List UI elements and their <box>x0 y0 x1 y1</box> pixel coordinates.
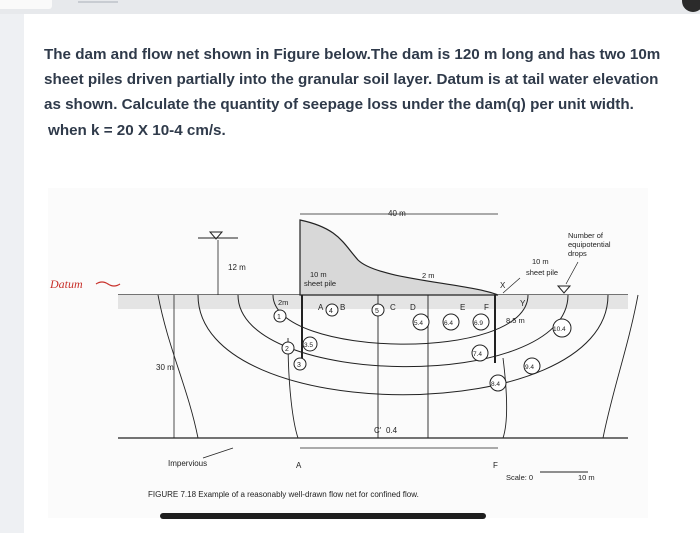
question-text <box>44 42 684 117</box>
svg-text:6.4: 6.4 <box>444 320 454 327</box>
svg-text:3: 3 <box>297 362 301 369</box>
svg-text:5.4: 5.4 <box>414 320 424 327</box>
legend-title: Number of equipotential drops <box>568 231 611 258</box>
question-line-2: sheet piles driven partially into the granular soil layer. Datum is at tail water elevation <box>44 71 659 88</box>
bottom-f-label: F <box>493 461 498 470</box>
equipotential-markers <box>274 304 571 391</box>
svg-text:7.4: 7.4 <box>473 351 483 358</box>
profile-avatar[interactable] <box>682 0 700 12</box>
point-b-label: B <box>340 303 346 312</box>
svg-text:2: 2 <box>285 346 289 353</box>
tail-depth-label: 8.5 m <box>506 316 525 325</box>
svg-text:10.4: 10.4 <box>553 326 566 333</box>
point-y-label: Y <box>520 299 526 308</box>
scale-label: Scale: 0 <box>506 473 534 482</box>
right-pile-label: sheet pile <box>526 268 559 277</box>
impervious-pointer <box>203 448 233 458</box>
flow-net-diagram <box>48 188 648 518</box>
point-c-prime-label: C' <box>374 426 382 435</box>
question-line-1: The dam and flow net shown in Figure below.The dam is 120 m long and has two 10m <box>44 46 661 63</box>
equipotential-6 <box>603 295 638 438</box>
question-card <box>24 14 700 533</box>
depth-label: 30 m <box>156 363 174 372</box>
datum-arrow-icon <box>96 282 120 286</box>
question-line-3: as shown. Calculate the quantity of seepage loss under the dam(q) per unit width. <box>44 96 634 113</box>
svg-text:6.9: 6.9 <box>474 320 484 327</box>
flow-net-figure <box>48 188 648 518</box>
right-gap-label: 2 m <box>422 271 435 280</box>
point-e-label: E <box>460 303 466 312</box>
legend-pointer <box>566 262 578 284</box>
point-x-label: X <box>500 281 506 290</box>
equipotential-5 <box>503 358 507 438</box>
point-d-label: D <box>410 303 416 312</box>
point-c-label: C <box>390 303 396 312</box>
left-gap-label: 2m <box>278 298 289 307</box>
svg-text:8.4: 8.4 <box>491 381 501 388</box>
svg-text:1: 1 <box>277 314 281 321</box>
tab-indicator <box>78 1 118 3</box>
point-a-label: A <box>318 303 324 312</box>
point-f-label: F <box>484 303 489 312</box>
left-pile-label: 10 m sheet pile <box>304 270 337 288</box>
handwritten-datum-label: Datum <box>50 277 83 291</box>
browser-top-bar <box>0 0 700 14</box>
impervious-label: Impervious <box>168 459 208 468</box>
bottom-a-label: A <box>296 461 302 470</box>
permeability-condition: when k = 20 X 10-4 cm/s. <box>48 122 226 139</box>
right-pile-length: 10 m <box>532 257 549 266</box>
c-prime-value: 0.4 <box>386 426 398 435</box>
right-pile-pointer <box>503 278 520 293</box>
svg-text:5: 5 <box>375 308 379 315</box>
scale-end: 10 m <box>578 473 595 482</box>
figure-caption: FIGURE 7.18 Example of a reasonably well-drawn flow net for confined flow. <box>148 490 419 499</box>
svg-text:9.4: 9.4 <box>525 364 535 371</box>
headwater-depth-label: 12 m <box>228 263 246 272</box>
tab-chip[interactable] <box>0 0 52 9</box>
dam-length-label: 40 m <box>388 209 406 218</box>
flow-line-outer <box>198 295 608 395</box>
tailwater-triangle-icon <box>558 286 570 293</box>
svg-text:4: 4 <box>329 308 333 315</box>
horizontal-scrollbar[interactable] <box>160 513 486 519</box>
svg-text:3.5: 3.5 <box>304 342 314 349</box>
